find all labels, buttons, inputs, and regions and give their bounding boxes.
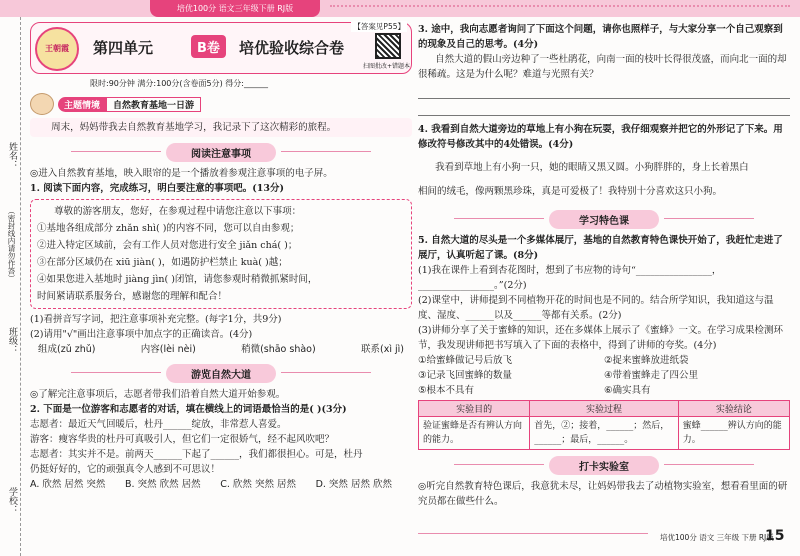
name-field-label: 姓名： [7,142,17,169]
seal-line-note: （密封线内请勿作答） [7,207,16,282]
paper-title: 培优验收综合卷 [239,39,345,57]
notice-line: ④如果您进入基地时 jiàng jìn( )闭馆，请您参观时稍微抓紧时间， [37,274,318,285]
dog-passage-line: 相间的绒毛，像两颗黑珍珠，真是可爱极了！我特别十分喜欢这只小狗。 [418,186,723,197]
experiment-table [418,400,790,450]
theme-intro: 周末，妈妈带我去自然教育基地学习，我记录下了这次精彩的旅程。 [30,118,412,137]
volume-badge: B卷 [191,35,226,58]
theme-tag: 主题情境 [58,97,106,112]
experiment-choices [418,353,790,398]
pinyin-choice[interactable]: 内容(lèi nèi) [140,344,196,355]
section2-lead: ◎了解完注意事项后，志愿者带我们沿着自然大道开始参观。 [30,389,286,400]
dialogue-line: 志愿者：最近天气回暖后，杜丹______绽放，非常惹人喜爱。 [30,419,287,430]
table-header: 实验过程 [530,401,678,417]
choice-item: ④带着蜜蜂走了四公里 [604,370,699,381]
seal-cut-line [20,17,21,556]
theme-banner [30,93,412,115]
header-title: 培优100分 语文三年级下册 RJ版 [150,0,320,17]
dialogue-line: 志愿者：其实并不是。前两天______下起了______，我们都很担心。可是，杜丹 [30,449,363,460]
title-box [30,22,412,74]
question-5-sub1-cont: ________________。”(2分) [418,280,527,291]
notice-line: ①基地各组成部分 zhǎn shì( )的内容不同，您可以自由参观； [37,223,300,234]
table-cell: 验证蜜蜂是否有辨认方向的能力。 [419,417,530,450]
theme-name: 自然教育基地一日游 [106,97,201,112]
pinyin-choice[interactable]: 联系(xì jì) [360,344,404,355]
table-cell[interactable]: 蜜蜂______辨认方向的能力。 [678,417,789,450]
choice-item: ③记录飞回蜜蜂的数量 [418,370,513,381]
exam-meta: 限时:90分钟 满分:100分(含卷面5分) 得分:______ [90,79,268,88]
dialogue-line: 游客：瘦容华贵的杜丹可真吸引人，但它们一定很娇气，经不起风吹吧？ [30,434,335,445]
choice-item: ⑥确实具有 [604,385,651,396]
section-title-reading: 阅读注意事项 [166,143,276,162]
school-field-label: 学校： [7,487,17,514]
pinyin-choice[interactable]: 稍微(shāo shào) [241,344,316,355]
table-cell[interactable]: 首先，②；接着，______；然后，______；最后，______。 [530,417,678,450]
pinyin-choices [30,342,412,358]
unit-title: 第四单元 [93,39,154,57]
notice-line: ②进入特定区域前，会有工作人员对您进行安全 jiǎn chá( )； [37,240,298,251]
notice-line: 尊敬的游客朋友，您好，在参观过程中请您注意以下事项： [54,206,302,217]
page-number: 15 [765,528,785,544]
question-2-options [30,477,412,493]
question-1-sub2: (2)请用"√"画出注意事项中加点字的正确读音。(4分) [30,329,253,340]
notice-line: ③在部分区域仍在 xiū jiàn( )，如遇防护栏禁止 kuà( )越； [37,257,288,268]
section4-lead: ◎听完自然教育特色课后，我意犹未尽，让妈妈带我去了动植物实验室，想看看里面的研究员都在做些什么。 [418,481,788,507]
right-column [418,22,790,509]
question-2: 2. 下面是一位游客和志愿者的对话，填在横线上的词语最恰当的是( )(3分) [30,404,347,415]
question-3-example: 自然大道的假山旁边种了一些杜鹃花，向南一面的枝叶长得很茂盛，而向北一面的却很稀疏。这是为什么呢？难道与光照有关？ [418,54,787,80]
question-1: 1. 阅读下面内容，完成练习，明白要注意的事项吧。(13分) [30,183,284,194]
choice-item: ⑤根本不具有 [418,385,475,396]
option-d[interactable]: D. 突然 居然 欣然 [315,479,392,490]
choice-item: ②捉来蜜蜂放进纸袋 [604,355,689,366]
dog-passage-line: 我看到草地上有小狗一只，她的眼睛又黑又圆。小狗胖胖的，身上长着黑白 [435,162,749,173]
question-4: 4. 我看到自然大道旁边的草地上有小狗在玩耍，我仔细观察并把它的外形记了下来。用修改符号修改其中的4处错误。(4分) [418,124,783,150]
top-header-band [0,0,800,17]
option-c[interactable]: C. 欣然 突然 居然 [220,479,296,490]
cartoon-avatar-icon [30,93,54,115]
dialogue-line: 仍挺好好的，它的顽强真令人感到不可思议！ [30,464,221,475]
binding-margin [0,17,26,556]
left-column [30,22,412,493]
qr-caption: 扫图批改+错题本 [362,63,410,70]
section-title-avenue: 游览自然大道 [166,364,276,383]
header-decoration [330,5,790,11]
question-1-sub1: (1)看拼音写字词，把注意事项补充完整。(每字1分，共9分) [30,314,282,325]
question-5-sub2: (2)课堂中，讲师提到不同植物开花的时间也是不同的。结合所学知识，我知道这与温度、湿度、______以及______等都有关系。(2分) [418,295,774,321]
question-3: 3. 途中，我向志愿者询问了下面这个问题，请你也照样子，与大家分享一个自己观察到的现象及自己的思考。(4分) [418,24,783,50]
section1-lead: ◎进入自然教育基地，映入眼帘的是一个播放着参观注意事项的电子屏。 [30,168,333,179]
table-header: 实验结论 [678,401,789,417]
section-title-class: 学习特色课 [549,210,659,229]
notice-line: 时间紧请联系服务台，感谢您的理解和配合！ [37,291,228,302]
pinyin-choice[interactable]: 组成(zǔ zhǔ) [38,344,96,355]
answer-line[interactable] [418,82,790,99]
question-5-sub1: (1)我在课件上看到杏花图时，想到了韦应物的诗句“________________， [418,265,722,276]
footer-rule [418,533,648,534]
table-row [419,417,790,450]
table-header: 实验目的 [419,401,530,417]
qr-code-icon[interactable] [375,33,401,59]
answer-reference: 【答案见P55】 [353,22,405,31]
question-5-sub3: (3)讲师分享了关于蜜蜂的知识，还在多媒体上展示了《蜜蜂》一文。在学习成果检测环节，我发现讲师把书写填入了下面的表格中，得到了讲师的夸奖。(4分) [418,325,783,351]
footer-text: 培优100分 语文 三年级 下册 RJ版 [660,533,774,542]
notice-box [30,199,412,309]
brand-logo: 王朝霞 [35,27,79,71]
section-title-lab: 打卡实验室 [549,456,659,475]
question-5: 5. 自然大道的尽头是一个多媒体展厅，基地的自然教育特色课快开始了，我赶忙走进了展厅，认真听起了课。(8分) [418,235,783,261]
option-a[interactable]: A. 欣然 居然 突然 [30,479,106,490]
answer-line[interactable] [418,99,790,116]
choice-item: ①给蜜蜂做记号后放飞 [418,355,513,366]
option-b[interactable]: B. 突然 欣然 居然 [125,479,201,490]
class-field-label: 班级： [7,327,17,354]
